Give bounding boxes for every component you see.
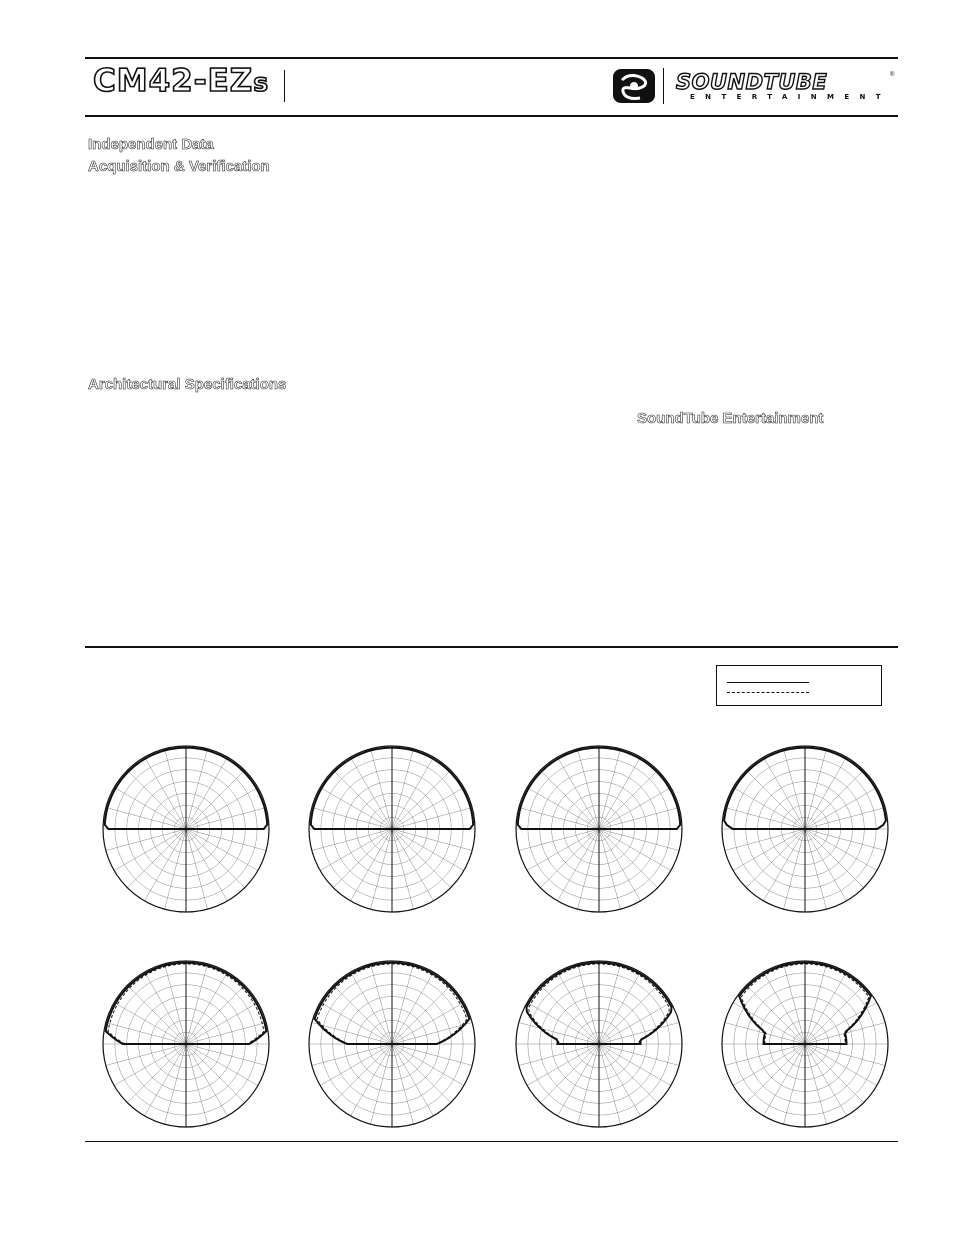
polar-grid-spoke (519, 829, 599, 850)
polar-grid-spoke (558, 1044, 600, 1116)
polar-grid-spoke (599, 1003, 671, 1045)
polar-grid-spoke (392, 1003, 464, 1045)
polar-grid-spoke (392, 1044, 413, 1124)
polar-grid-spoke (114, 1003, 186, 1045)
polar-grid-spoke (558, 757, 600, 829)
polar-grid-spoke (114, 788, 186, 830)
polar-grid-spoke (333, 770, 392, 829)
polar-grid-spoke (320, 1003, 392, 1045)
polar-grid-spoke (733, 829, 805, 871)
polar-grid-spoke (392, 829, 464, 871)
polar-plot-4 (721, 745, 889, 913)
heading-architectural-specifications: Architectural Specifications (88, 376, 287, 393)
polar-grid-spoke (165, 964, 186, 1044)
polar-grid-spoke (312, 808, 392, 829)
polar-plot-7 (515, 960, 683, 1128)
polar-grid-spoke (558, 829, 600, 901)
polar-grid-spoke (114, 829, 186, 871)
polar-grid-spoke (805, 829, 826, 909)
polar-plot-5 (102, 960, 270, 1128)
polar-grid-spoke (805, 1044, 864, 1103)
polar-grid-spoke (805, 985, 864, 1044)
polar-grid-spoke (540, 829, 599, 888)
soundtube-logo-icon (612, 68, 656, 104)
polar-grid-spoke (746, 1044, 805, 1103)
polar-grid-spoke (805, 757, 847, 829)
polar-grid-spoke (392, 808, 472, 829)
polar-grid-spoke (392, 964, 413, 1044)
heading-company: SoundTube Entertainment (637, 410, 824, 427)
polar-grid-spoke (186, 972, 228, 1044)
polar-grid-spoke (392, 829, 451, 888)
polar-grid-spoke (186, 829, 266, 850)
polar-grid-spoke (392, 829, 434, 901)
polar-grid-spoke (527, 1044, 599, 1086)
polar-grid-spoke (599, 829, 679, 850)
polar-grid-spoke (578, 829, 599, 909)
heading-data-line2: Acquisition & Verification (88, 158, 270, 175)
polar-grid-spoke (186, 770, 245, 829)
polar-grid-spoke (599, 1044, 641, 1116)
section-rule (85, 646, 898, 648)
polar-grid-spoke (805, 770, 864, 829)
polar-plot-3 (515, 745, 683, 913)
legend-box (716, 665, 882, 706)
polar-grid-spoke (392, 1044, 451, 1103)
polar-grid-spoke (805, 1044, 847, 1116)
polar-grid-spoke (165, 749, 186, 829)
polar-grid-spoke (186, 1044, 266, 1065)
polar-grid-spoke (312, 829, 392, 850)
polar-grid-spoke (106, 829, 186, 850)
polar-grid-spoke (784, 964, 805, 1044)
polar-grid-spoke (351, 757, 393, 829)
polar-grid-spoke (127, 770, 186, 829)
polar-grid-spoke (599, 1044, 679, 1065)
polar-grid-spoke (558, 972, 600, 1044)
polar-grid-spoke (186, 788, 258, 830)
polar-grid-spoke (351, 972, 393, 1044)
polar-grid-spoke (599, 1044, 671, 1086)
polar-grid-spoke (320, 829, 392, 871)
heading-data-line1: Independent Data (88, 136, 214, 153)
polar-grid-spoke (805, 964, 826, 1044)
polar-grid-spoke (805, 749, 826, 829)
polar-grid-spoke (392, 1023, 472, 1044)
polar-grid-spoke (599, 964, 620, 1044)
polar-grid-spoke (599, 749, 620, 829)
polar-grid-spoke (186, 1044, 228, 1116)
polar-grid-spoke (371, 749, 392, 829)
polar-grid-spoke (106, 1044, 186, 1065)
polar-grid-spoke (145, 757, 187, 829)
polar-grid-spoke (527, 829, 599, 871)
polar-grid-spoke (519, 808, 599, 829)
polar-grid-spoke (165, 1044, 186, 1124)
polar-grid-spoke (599, 972, 641, 1044)
polar-grid-spoke (784, 749, 805, 829)
polar-grid-spoke (733, 788, 805, 830)
polar-grid-spoke (392, 1044, 464, 1086)
model-suffix: s (253, 68, 270, 97)
polar-grid-spoke (392, 749, 413, 829)
polar-grid-spoke (186, 749, 207, 829)
header-bottom-rule (85, 115, 898, 117)
model-name (93, 63, 269, 99)
polar-grid-spoke (725, 829, 805, 850)
polar-grid-spoke (186, 1044, 258, 1086)
polar-grid-spoke (392, 1044, 472, 1065)
polar-grid-spoke (805, 972, 847, 1044)
polar-grid-spoke (165, 829, 186, 909)
polar-grid-spoke (145, 1044, 187, 1116)
polar-grid-spoke (371, 1044, 392, 1124)
model-main: CM42-EZ (93, 63, 254, 99)
polar-grid-spoke (186, 1044, 245, 1103)
polar-grid-spoke (320, 1044, 392, 1086)
polar-plot-2 (308, 745, 476, 913)
polar-grid-spoke (764, 757, 806, 829)
brand-subtitle: ENTERTAINMENT (690, 93, 891, 101)
polar-grid-spoke (578, 964, 599, 1044)
logo-divider (663, 68, 664, 104)
polar-grid-spoke (805, 808, 885, 829)
polar-grid-spoke (186, 1044, 207, 1124)
polar-grid-spoke (599, 829, 620, 909)
polar-grid-spoke (599, 829, 658, 888)
polar-grid-spoke (145, 829, 187, 901)
polar-grid-spoke (312, 1044, 392, 1065)
polar-grid-spoke (519, 1023, 599, 1044)
polar-grid-spoke (186, 829, 258, 871)
polar-grid-spoke (784, 829, 805, 909)
polar-grid-spoke (312, 1023, 392, 1044)
legend-solid-line (727, 682, 809, 683)
polar-grid-spoke (527, 1003, 599, 1045)
polar-grid-spoke (725, 808, 805, 829)
polar-grid-spoke (746, 770, 805, 829)
polar-grid-spoke (320, 788, 392, 830)
legend-dashed-line (727, 692, 809, 693)
polar-grid-spoke (127, 985, 186, 1044)
polar-grid-spoke (392, 829, 472, 850)
polar-grid-spoke (186, 829, 228, 901)
polar-grid-spoke (186, 829, 245, 888)
polar-grid-spoke (371, 829, 392, 909)
polar-grid-spoke (805, 829, 864, 888)
polar-grid-spoke (578, 749, 599, 829)
polar-grid-spoke (599, 788, 671, 830)
model-divider (284, 70, 285, 102)
polar-grid-spoke (578, 1044, 599, 1124)
polar-grid-spoke (114, 1044, 186, 1086)
registered-mark: ® (890, 72, 895, 78)
polar-plot-8 (721, 960, 889, 1128)
polar-grid-spoke (392, 770, 451, 829)
polar-grid-spoke (805, 829, 847, 901)
polar-grid-spoke (392, 1044, 434, 1116)
polar-grid-spoke (599, 770, 658, 829)
polar-grid-spoke (764, 972, 806, 1044)
polar-grid-spoke (805, 829, 885, 850)
polar-grid-spoke (333, 985, 392, 1044)
polar-grid-spoke (371, 964, 392, 1044)
polar-grid-spoke (599, 808, 679, 829)
polar-grid-spoke (784, 1044, 805, 1124)
polar-grid-spoke (746, 829, 805, 888)
polar-grid-spoke (764, 1044, 806, 1116)
polar-grid-spoke (599, 1044, 620, 1124)
polar-grid-spoke (540, 1044, 599, 1103)
polar-grid-spoke (599, 829, 641, 901)
polar-grid-spoke (519, 1044, 599, 1065)
polar-plot-1 (102, 745, 270, 913)
polar-grid-spoke (333, 1044, 392, 1103)
polar-grid-spoke (186, 829, 207, 909)
top-rule (85, 57, 898, 59)
polar-grid-spoke (351, 829, 393, 901)
polar-grid-spoke (392, 829, 413, 909)
polar-grid-spoke (145, 972, 187, 1044)
polar-grid-spoke (392, 757, 434, 829)
polar-grid-spoke (127, 829, 186, 888)
polar-grid-spoke (764, 829, 806, 901)
polar-grid-spoke (527, 788, 599, 830)
polar-grid-spoke (540, 770, 599, 829)
polar-grid-spoke (805, 1044, 885, 1065)
polar-grid-spoke (186, 985, 245, 1044)
polar-grid-spoke (127, 1044, 186, 1103)
brand-name: SOUNDTUBE (676, 70, 828, 94)
polar-grid-spoke (733, 1044, 805, 1086)
polar-grid-spoke (725, 1044, 805, 1065)
polar-grid-spoke (186, 964, 207, 1044)
polar-plot-6 (308, 960, 476, 1128)
polar-grid-spoke (351, 1044, 393, 1116)
polar-grid-spoke (392, 972, 434, 1044)
polar-grid-spoke (392, 985, 451, 1044)
polar-grid-spoke (392, 788, 464, 830)
polar-grid-spoke (186, 757, 228, 829)
polar-grid-spoke (746, 985, 805, 1044)
polar-grid-spoke (599, 829, 671, 871)
polar-grid-spoke (805, 788, 877, 830)
polar-grid-spoke (599, 757, 641, 829)
polar-grid-spoke (805, 1044, 877, 1086)
polar-grid-spoke (599, 1044, 658, 1103)
polar-grid-spoke (186, 808, 266, 829)
polar-grid-spoke (805, 1044, 826, 1124)
polar-grid-spoke (805, 829, 877, 871)
polar-grid-spoke (186, 1003, 258, 1045)
bottom-rule (85, 1141, 898, 1142)
polar-grid-spoke (333, 829, 392, 888)
polar-grid-spoke (106, 808, 186, 829)
